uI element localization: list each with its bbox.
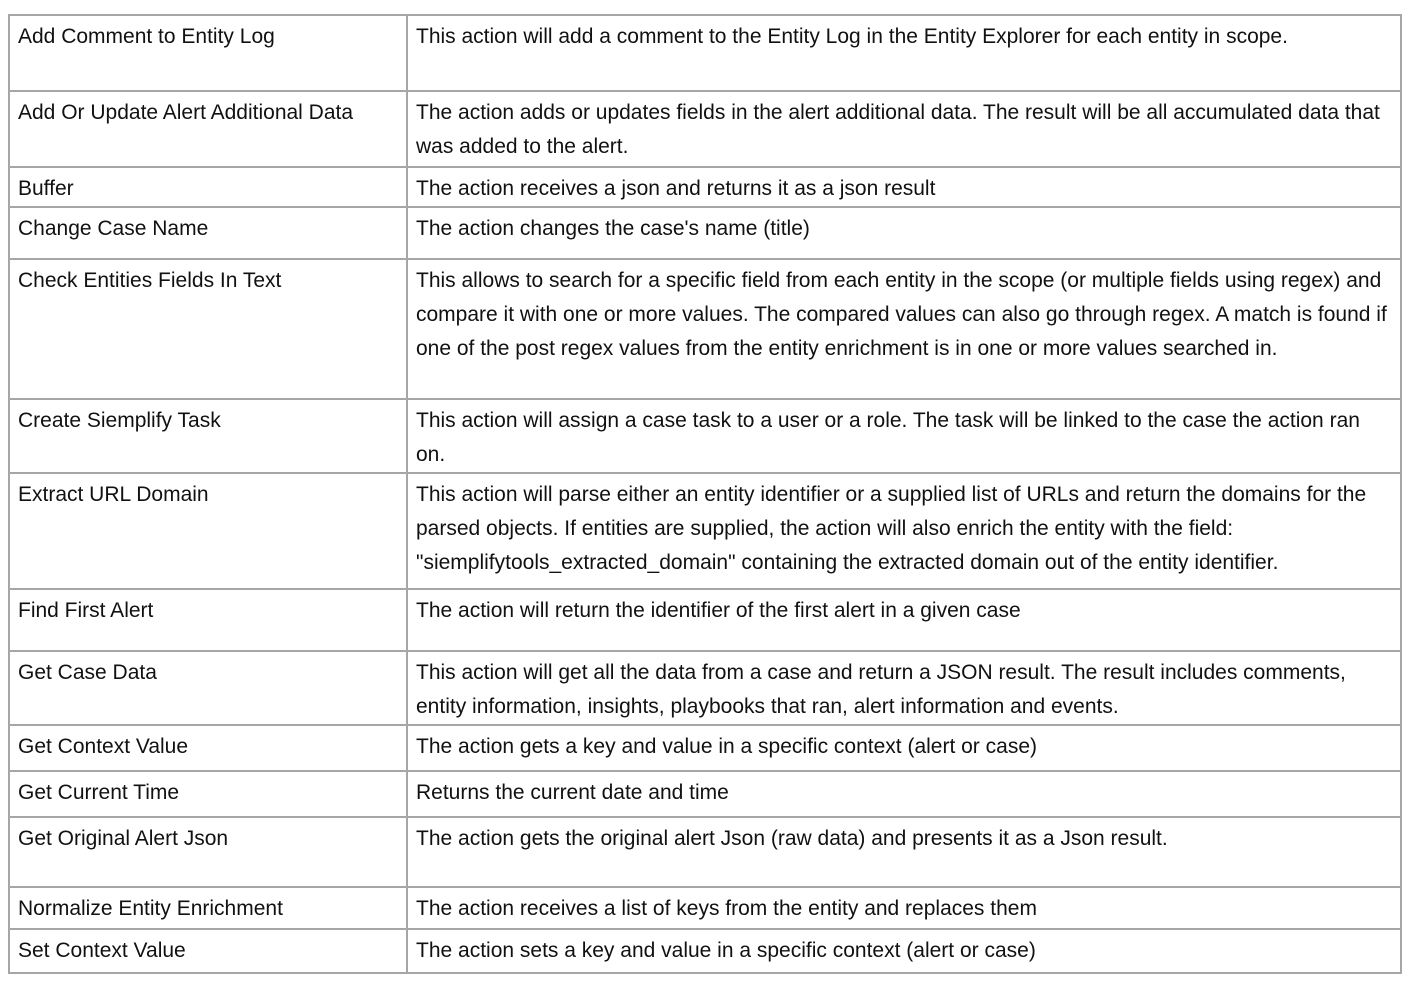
action-name-cell: Create Siemplify Task bbox=[9, 399, 407, 473]
action-name-cell: Extract URL Domain bbox=[9, 473, 407, 589]
action-description-cell: The action changes the case's name (title) bbox=[407, 207, 1401, 259]
action-name-cell: Get Original Alert Json bbox=[9, 817, 407, 887]
action-name-cell: Find First Alert bbox=[9, 589, 407, 651]
action-description-cell: Returns the current date and time bbox=[407, 771, 1401, 817]
action-name-cell: Get Case Data bbox=[9, 651, 407, 725]
action-description-cell: This action will parse either an entity identifier or a supplied list of URLs and return the domains for the parsed objects. If entities are supplied, the action will also enrich the entity with the field: "siemplifytools_extracted_domain" containing the extracted domain out of the entity identifier. bbox=[407, 473, 1401, 589]
table-row bbox=[9, 207, 1401, 259]
table-row bbox=[9, 15, 1401, 91]
action-name-cell: Check Entities Fields In Text bbox=[9, 259, 407, 399]
action-name-cell: Buffer bbox=[9, 167, 407, 207]
action-description-cell: The action gets the original alert Json (raw data) and presents it as a Json result. bbox=[407, 817, 1401, 887]
action-name-cell: Add Comment to Entity Log bbox=[9, 15, 407, 91]
action-description-cell: This action will assign a case task to a user or a role. The task will be linked to the case the action ran on. bbox=[407, 399, 1401, 473]
table-row bbox=[9, 399, 1401, 473]
actions-table bbox=[8, 14, 1402, 974]
action-description-cell: The action receives a json and returns it as a json result bbox=[407, 167, 1401, 207]
action-description-cell: The action receives a list of keys from the entity and replaces them bbox=[407, 887, 1401, 929]
table-row bbox=[9, 589, 1401, 651]
table-row bbox=[9, 473, 1401, 589]
action-description-cell: The action adds or updates fields in the alert additional data. The result will be all accumulated data that was added to the alert. bbox=[407, 91, 1401, 167]
action-name-cell: Normalize Entity Enrichment bbox=[9, 887, 407, 929]
action-description-cell: This action will get all the data from a case and return a JSON result. The result includes comments, entity information, insights, playbooks that ran, alert information and events. bbox=[407, 651, 1401, 725]
table-row bbox=[9, 651, 1401, 725]
table-row bbox=[9, 817, 1401, 887]
table-row bbox=[9, 725, 1401, 771]
table-row bbox=[9, 167, 1401, 207]
table-row bbox=[9, 259, 1401, 399]
table-row bbox=[9, 929, 1401, 973]
action-description-cell: The action gets a key and value in a specific context (alert or case) bbox=[407, 725, 1401, 771]
table-row bbox=[9, 91, 1401, 167]
action-description-cell: This allows to search for a specific field from each entity in the scope (or multiple fields using regex) and compare it with one or more values. The compared values can also go through regex. A match is found if one of the post regex values from the entity enrichment is in one or more values searched in. bbox=[407, 259, 1401, 399]
action-description-cell: The action will return the identifier of the first alert in a given case bbox=[407, 589, 1401, 651]
action-name-cell: Set Context Value bbox=[9, 929, 407, 973]
table-row bbox=[9, 887, 1401, 929]
action-description-cell: This action will add a comment to the Entity Log in the Entity Explorer for each entity in scope. bbox=[407, 15, 1401, 91]
action-name-cell: Change Case Name bbox=[9, 207, 407, 259]
action-name-cell: Get Context Value bbox=[9, 725, 407, 771]
action-name-cell: Add Or Update Alert Additional Data bbox=[9, 91, 407, 167]
action-description-cell: The action sets a key and value in a specific context (alert or case) bbox=[407, 929, 1401, 973]
table-row bbox=[9, 771, 1401, 817]
action-name-cell: Get Current Time bbox=[9, 771, 407, 817]
